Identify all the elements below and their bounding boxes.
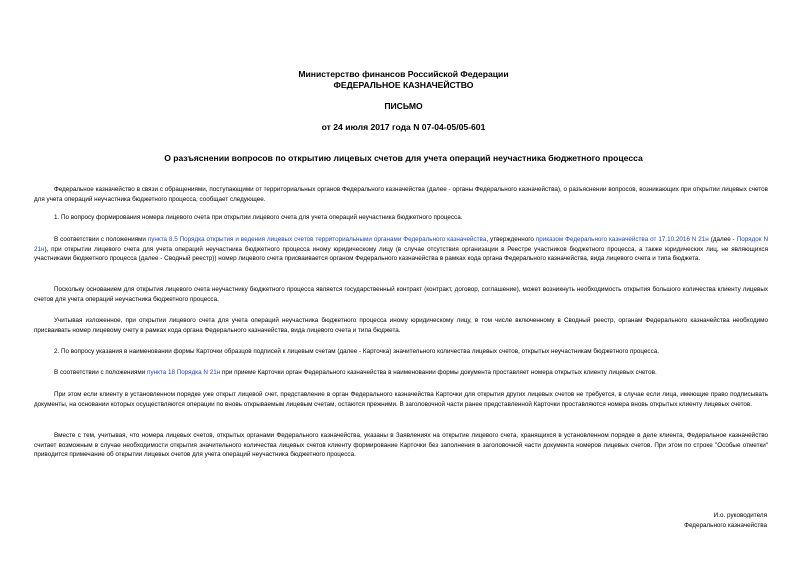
- link-order-21n[interactable]: приказом Федерального казначейства от 17.10.2016 N 21н: [535, 236, 709, 243]
- paragraph-section-2: 2. По вопросу указания в наименовании формы Карточки образцов подписей к лицевым счетам (далее - Карточка) значительного количества лицевых счетов, открытых неучастникам бюджетного процесса.: [54, 348, 659, 355]
- text-fragment: В соответствии с положениями: [54, 236, 148, 243]
- text-fragment: В соответствии с положениями: [54, 369, 148, 376]
- link-procedure-clause-8-5[interactable]: пункта 8.5 Порядка открытия и ведения лицевых счетов территориальными органами Федерального казначейства: [147, 236, 487, 243]
- link-procedure-21n[interactable]: Порядок N 21н: [34, 236, 768, 253]
- paragraph-contract-basis: Поскольку основанием для открытия лицевого счета неучастнику бюджетного процесса является государственный контракт (контракт, договор, соглашение), может возникнуть необходимость открытия большого количества клиенту лицевых счетов для учета операций неучастника бюджетного процесса.: [34, 286, 768, 303]
- text-fragment: при приеме Карточки орган Федерального казначейства в наименовании формы документа проставляет номера открытых клиенту лицевых счетов.: [220, 369, 657, 376]
- paragraph-existing-account: При этом если клиенту в установленном порядке уже открыт лицевой счет, представление в орган Федерального казначейства Карточки для открытия других лицевых счетов не требуется, в случае если лица, имеющие право подписывать документы, на основании которых осуществляются операции по вновь открываемым лицевым счетам, остаются прежними. В заголовочной части ранее представленной Карточки проставляются номера вновь открытых клиенту лицевых счетов.: [34, 391, 768, 408]
- agency-name: ФЕДЕРАЛЬНОЕ КАЗНАЧЕЙСТВО: [333, 80, 474, 90]
- paragraph-intro: Федеральное казначейство в связи с обращениями, поступающими от территориальных органов Федерального казначейства (далее - органы Федерального казначейства), о разъяснении вопросов, возникающих при открытии лицевых счетов для учета операций неучастника бюджетного процесса, сообщает следующее.: [34, 186, 768, 203]
- document-subject: О разъяснении вопросов по открытию лицевых счетов для учета операций неучастника бюджетного процесса: [164, 153, 643, 163]
- paragraph-account-number-rule: [34, 235, 768, 264]
- ministry-name: Министерство финансов Российской Федерации: [298, 69, 509, 79]
- link-procedure-clause-18[interactable]: пункта 18 Порядка N 21н: [147, 369, 221, 376]
- paragraph-clause-18: [34, 368, 768, 378]
- document-type: ПИСЬМО: [384, 101, 423, 111]
- signature-organization: Федерального казначейства: [684, 522, 767, 529]
- paragraph-conclusion-2: Вместе с тем, учитывая, что номера лицевых счетов, открытых органами Федерального казначейства, указаны в Заявлениях на открытие лицевого счета, хранящихся в установленном порядке в деле клиента, Федеральное казначейство считает возможным в случае необходимости открытия значительного количества лицевых счетов клиенту формирование Карточки без заполнения в заголовочной части документа номеров лицевых счетов. При этом по строке "Особые отметки" приводится примечание об открытии лицевых счетов для учета операций неучастника бюджетного процесса.: [34, 432, 768, 458]
- text-fragment: ), при открытии лицевого счета для учета операций неучастника бюджетного процесса иному юридическому лицу (в случае отсутствия организации в Реестре участников бюджетного процесса, а также юридических лиц, не являющихся участниками бюджетного процесса (далее - Сводный реестр)) номер лицевого счета присваивается органом Федерального казначейства в рамках кода органа Федерального казначейства, вида лицевого счета и типа бюджета.: [34, 245, 768, 262]
- text-fragment: (далее -: [708, 236, 737, 243]
- paragraph-conclusion-1: Учитывая изложенное, при открытии лицевого счета для учета операций неучастника бюджетного процесса иному юридическому лицу, в том числе включенному в Сводный реестр, органам Федерального казначейства необходимо присваивать номер лицевому счету в рамках кода органа Федерального казначейства, вида лицевого счета и типа бюджета.: [34, 317, 768, 334]
- text-fragment: , утвержденного: [486, 236, 536, 243]
- signature-position: И.о. руководителя: [713, 512, 767, 519]
- paragraph-section-1: 1. По вопросу формирования номера лицевого счета при открытии лицевого счета для учета операций неучастника бюджетного процесса.: [54, 214, 463, 221]
- document-date-number: от 24 июля 2017 года N 07-04-05/05-601: [321, 122, 486, 132]
